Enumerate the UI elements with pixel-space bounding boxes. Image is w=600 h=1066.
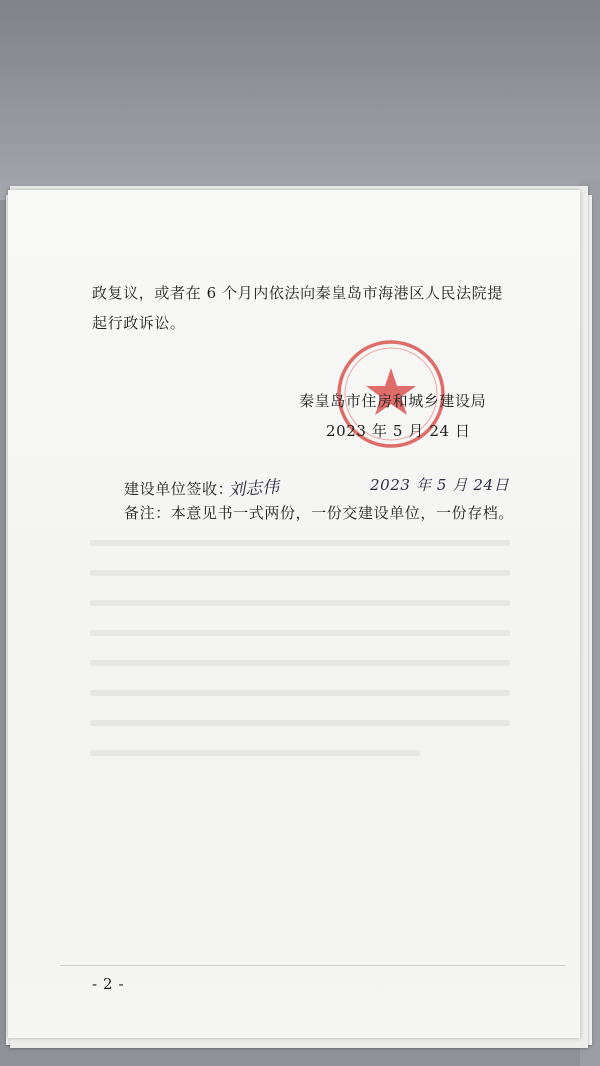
receipt-label: 建设单位签收： (124, 480, 234, 498)
bleed-through-text (90, 540, 510, 546)
bleed-through-text (90, 630, 510, 636)
issue-date: 2023 年 5 月 24 日 (326, 422, 471, 440)
page-number: - 2 - (92, 975, 125, 993)
body-text-line-1: 政复议，或者在 6 个月内依法向秦皇岛市海港区人民法院提 (92, 284, 503, 302)
footer-divider (60, 965, 565, 966)
receipt-date: 2023 年 5 月 24日 (370, 476, 510, 494)
bleed-through-text (90, 570, 510, 576)
bleed-through-text (90, 660, 510, 666)
bleed-through-text (90, 750, 420, 756)
receipt-signature: 刘志伟 (227, 477, 280, 501)
bleed-through-text (90, 600, 510, 606)
bleed-through-text (90, 720, 510, 726)
body-text-line-2: 起行政诉讼。 (92, 314, 186, 332)
remark-note: 备注：本意见书一式两份，一份交建设单位，一份存档。 (124, 504, 515, 522)
bleed-through-text (90, 690, 510, 696)
issuer-name: 秦皇岛市住房和城乡建设局 (299, 392, 487, 410)
background-wall (0, 0, 600, 200)
